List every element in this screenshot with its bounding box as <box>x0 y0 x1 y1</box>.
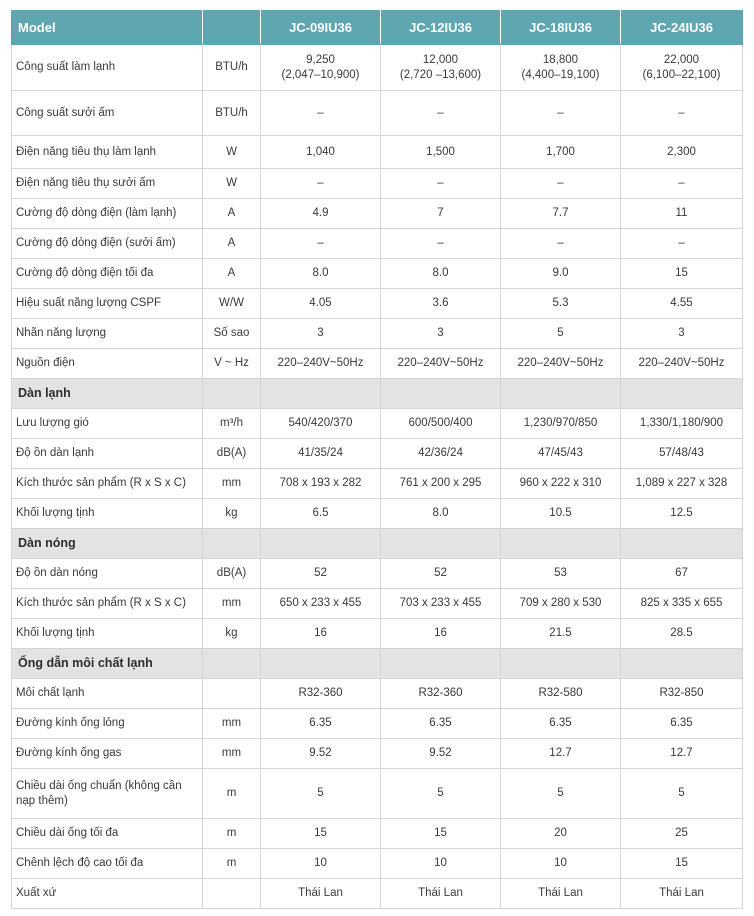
spec-value-line: (2,047–10,900) <box>281 68 360 81</box>
spec-value-line: 3.6 <box>432 297 449 309</box>
spec-value-line: 22,000 <box>663 53 700 66</box>
spec-value-line: – <box>557 177 564 189</box>
spec-value-line: 600/500/400 <box>408 417 473 429</box>
spec-value <box>621 136 743 169</box>
spec-value-line: 9.52 <box>309 747 332 759</box>
spec-value-line: 10 <box>434 857 447 869</box>
spec-value <box>501 91 621 136</box>
spec-value-line: 15 <box>675 267 688 279</box>
spec-value-line: 825 x 335 x 655 <box>640 597 723 609</box>
spec-label: Môi chất lạnh <box>12 679 203 709</box>
spec-row <box>12 169 743 199</box>
spec-value <box>501 199 621 229</box>
spec-value <box>501 259 621 289</box>
spec-value <box>501 469 621 499</box>
spec-value <box>261 439 381 469</box>
spec-row <box>12 819 743 849</box>
spec-value-line: R32-360 <box>298 687 343 699</box>
section-label: Ống dẫn môi chất lạnh <box>12 649 203 679</box>
spec-unit: kg <box>203 619 261 649</box>
spec-value <box>381 409 501 439</box>
spec-value-line: 708 x 193 x 282 <box>279 477 362 489</box>
spec-value <box>501 739 621 769</box>
spec-value-line: 220–240V~50Hz <box>638 357 725 369</box>
spec-label: Đường kính ống gas <box>12 739 203 769</box>
spec-value-line: (2,720 –13,600) <box>399 68 482 81</box>
spec-value-line: 220–240V~50Hz <box>397 357 484 369</box>
spec-unit: W <box>203 136 261 169</box>
spec-value-line: – <box>317 237 324 249</box>
spec-value-line: 5 <box>678 787 685 799</box>
spec-value <box>261 349 381 379</box>
spec-value-line: 12.7 <box>549 747 572 759</box>
spec-unit: W/W <box>203 289 261 319</box>
spec-value-line: 5 <box>437 787 444 799</box>
spec-row <box>12 259 743 289</box>
spec-row <box>12 229 743 259</box>
spec-row <box>12 469 743 499</box>
spec-row <box>12 409 743 439</box>
spec-value-line: – <box>317 106 324 119</box>
spec-row <box>12 619 743 649</box>
spec-unit: V ~ Hz <box>203 349 261 379</box>
spec-unit: dB(A) <box>203 559 261 589</box>
spec-value-line: (6,100–22,100) <box>642 68 721 81</box>
section-filler-cell <box>381 379 501 409</box>
spec-value <box>501 709 621 739</box>
spec-row <box>12 499 743 529</box>
spec-value <box>261 469 381 499</box>
spec-value-line: 52 <box>314 567 327 579</box>
spec-value <box>261 709 381 739</box>
spec-value-line: 1,040 <box>306 145 335 158</box>
spec-row <box>12 849 743 879</box>
spec-value <box>621 469 743 499</box>
spec-value-line: 3 <box>678 327 685 339</box>
spec-unit: mm <box>203 469 261 499</box>
spec-value <box>261 679 381 709</box>
spec-value <box>381 439 501 469</box>
spec-label: Chiều dài ống tối đa <box>12 819 203 849</box>
spec-unit: kg <box>203 499 261 529</box>
spec-value <box>501 229 621 259</box>
spec-value-line: 220–240V~50Hz <box>517 357 604 369</box>
spec-value <box>501 136 621 169</box>
spec-value-line: 5 <box>557 327 564 339</box>
spec-value <box>381 499 501 529</box>
section-row <box>12 379 743 409</box>
spec-value-line: 4.9 <box>312 207 329 219</box>
spec-value <box>261 229 381 259</box>
spec-value-line: 703 x 233 x 455 <box>399 597 482 609</box>
spec-value <box>381 849 501 879</box>
spec-value-line: 540/420/370 <box>288 417 353 429</box>
spec-value <box>381 319 501 349</box>
spec-value-line: 12.7 <box>670 747 693 759</box>
spec-value-line: 42/36/24 <box>418 447 463 459</box>
spec-value-line: 1,700 <box>546 145 575 158</box>
spec-value <box>621 679 743 709</box>
spec-unit: m³/h <box>203 409 261 439</box>
spec-value-line: 5.3 <box>552 297 569 309</box>
spec-value-line: 1,230/970/850 <box>523 417 598 429</box>
spec-unit: m <box>203 769 261 819</box>
spec-value <box>501 679 621 709</box>
spec-value-line: 52 <box>434 567 447 579</box>
header-model-3: JC-18IU36 <box>501 11 621 45</box>
header-model-2: JC-12IU36 <box>381 11 501 45</box>
spec-label: Xuất xứ <box>12 879 203 909</box>
spec-value <box>621 879 743 909</box>
spec-label: Kích thước sản phẩm (R x S x C) <box>12 469 203 499</box>
section-label: Dàn lạnh <box>12 379 203 409</box>
spec-value <box>621 199 743 229</box>
spec-value <box>381 769 501 819</box>
spec-value-line: 4.05 <box>309 297 332 309</box>
spec-label: Cường độ dòng điện (sưởi ấm) <box>12 229 203 259</box>
spec-value <box>381 289 501 319</box>
section-filler-cell <box>381 529 501 559</box>
spec-value <box>261 879 381 909</box>
spec-value <box>621 709 743 739</box>
spec-value <box>261 589 381 619</box>
spec-value <box>621 849 743 879</box>
spec-value <box>501 45 621 91</box>
spec-value-line: R32-850 <box>659 687 704 699</box>
spec-value <box>381 136 501 169</box>
spec-value <box>261 91 381 136</box>
spec-label: Công suất làm lạnh <box>12 45 203 91</box>
spec-value-line: 12,000 <box>422 53 459 66</box>
spec-value <box>621 349 743 379</box>
spec-value-line: Thái Lan <box>418 887 463 899</box>
spec-value-line: 709 x 280 x 530 <box>519 597 602 609</box>
section-row <box>12 649 743 679</box>
spec-value <box>621 45 743 91</box>
spec-value-line: 5 <box>317 787 324 799</box>
spec-label: Kích thước sản phẩm (R x S x C) <box>12 589 203 619</box>
spec-value <box>621 169 743 199</box>
spec-value <box>621 319 743 349</box>
spec-value <box>261 739 381 769</box>
spec-row <box>12 589 743 619</box>
spec-value <box>381 679 501 709</box>
spec-value-line: R32-580 <box>538 687 583 699</box>
spec-value <box>621 559 743 589</box>
spec-row <box>12 879 743 909</box>
section-filler-cell <box>203 649 261 679</box>
spec-value-line: Thái Lan <box>659 887 704 899</box>
spec-label: Cường độ dòng điện (làm lạnh) <box>12 199 203 229</box>
spec-unit: BTU/h <box>203 45 261 91</box>
spec-value-line: 41/35/24 <box>298 447 343 459</box>
spec-value-line: 7.7 <box>552 207 569 219</box>
spec-value-line: 5 <box>557 787 564 799</box>
spec-label: Khối lượng tịnh <box>12 619 203 649</box>
spec-label: Cường độ dòng điện tối đa <box>12 259 203 289</box>
spec-label: Độ ồn dàn lạnh <box>12 439 203 469</box>
spec-value-line: – <box>678 237 685 249</box>
spec-value <box>621 91 743 136</box>
spec-value-line: 8.0 <box>432 507 449 519</box>
spec-label: Điện năng tiêu thụ làm lạnh <box>12 136 203 169</box>
spec-label: Đường kính ống lỏng <box>12 709 203 739</box>
spec-value-line: 67 <box>675 567 688 579</box>
section-filler-cell <box>381 649 501 679</box>
section-row <box>12 529 743 559</box>
spec-value-line: 20 <box>554 827 567 839</box>
spec-value-line: 6.35 <box>549 717 572 729</box>
spec-value-line: 8.0 <box>432 267 449 279</box>
spec-value <box>381 349 501 379</box>
spec-value-line: 9.0 <box>552 267 569 279</box>
spec-value <box>501 769 621 819</box>
spec-value <box>261 619 381 649</box>
spec-row <box>12 136 743 169</box>
spec-unit: m <box>203 819 261 849</box>
spec-row <box>12 319 743 349</box>
spec-value-line: – <box>678 106 685 119</box>
spec-value <box>621 499 743 529</box>
spec-value-line: 47/45/43 <box>538 447 583 459</box>
spec-value <box>381 559 501 589</box>
spec-unit: m <box>203 849 261 879</box>
spec-value-line: 4.55 <box>670 297 693 309</box>
spec-unit: mm <box>203 709 261 739</box>
spec-value <box>621 589 743 619</box>
spec-row <box>12 709 743 739</box>
spec-value <box>381 199 501 229</box>
spec-value-line: 21.5 <box>549 627 572 639</box>
spec-value-line: – <box>437 177 444 189</box>
spec-value <box>501 439 621 469</box>
spec-value <box>261 259 381 289</box>
spec-value-line: 220–240V~50Hz <box>277 357 364 369</box>
section-filler-cell <box>261 529 381 559</box>
section-filler-cell <box>261 379 381 409</box>
spec-unit: A <box>203 259 261 289</box>
spec-value <box>381 589 501 619</box>
spec-value-line: 57/48/43 <box>659 447 704 459</box>
spec-value-line: 10 <box>554 857 567 869</box>
spec-value-line: – <box>678 177 685 189</box>
spec-unit: W <box>203 169 261 199</box>
spec-value-line: 18,800 <box>542 53 579 66</box>
spec-value <box>261 849 381 879</box>
spec-value-line: – <box>437 237 444 249</box>
spec-value <box>261 45 381 91</box>
spec-label: Chênh lệch độ cao tối đa <box>12 849 203 879</box>
spec-table <box>11 10 743 909</box>
header-model-1: JC-09IU36 <box>261 11 381 45</box>
spec-value <box>501 349 621 379</box>
spec-row <box>12 679 743 709</box>
section-filler-cell <box>203 529 261 559</box>
spec-label: Chiều dài ống chuẩn (không cần nạp thêm) <box>12 769 203 819</box>
spec-row <box>12 199 743 229</box>
spec-value-line: – <box>557 106 564 119</box>
spec-value <box>381 259 501 289</box>
spec-value <box>381 229 501 259</box>
section-label: Dàn nóng <box>12 529 203 559</box>
spec-value <box>501 169 621 199</box>
header-model-label: Model <box>12 11 203 45</box>
spec-value <box>501 879 621 909</box>
spec-unit: A <box>203 199 261 229</box>
spec-value-line: 6.35 <box>670 717 693 729</box>
spec-value-line: 10 <box>314 857 327 869</box>
spec-value <box>381 469 501 499</box>
spec-label: Công suất sưởi ấm <box>12 91 203 136</box>
header-model-4: JC-24IU36 <box>621 11 743 45</box>
spec-unit <box>203 879 261 909</box>
spec-value <box>381 619 501 649</box>
spec-unit: dB(A) <box>203 439 261 469</box>
spec-value <box>621 819 743 849</box>
spec-value-line: (4,400–19,100) <box>521 68 600 81</box>
spec-value <box>381 879 501 909</box>
spec-value-line: 3 <box>437 327 444 339</box>
spec-value <box>501 559 621 589</box>
spec-value-line: 25 <box>675 827 688 839</box>
spec-value-line: 1,330/1,180/900 <box>639 417 724 429</box>
spec-value <box>501 319 621 349</box>
spec-label: Lưu lượng gió <box>12 409 203 439</box>
spec-value <box>621 289 743 319</box>
spec-value <box>381 45 501 91</box>
spec-value <box>261 319 381 349</box>
spec-value-line: 1,500 <box>426 145 455 158</box>
spec-unit: mm <box>203 589 261 619</box>
header-row <box>12 11 743 45</box>
spec-value-line: 3 <box>317 327 324 339</box>
spec-value <box>261 169 381 199</box>
spec-value <box>261 769 381 819</box>
spec-value-line: 15 <box>434 827 447 839</box>
spec-label: Độ ồn dàn nóng <box>12 559 203 589</box>
spec-value-line: 10.5 <box>549 507 572 519</box>
section-filler-cell <box>261 649 381 679</box>
spec-value <box>501 619 621 649</box>
spec-value <box>261 199 381 229</box>
spec-value-line: 6.35 <box>309 717 332 729</box>
spec-label: Điện năng tiêu thụ sưởi ấm <box>12 169 203 199</box>
spec-value <box>381 819 501 849</box>
spec-value-line: Thái Lan <box>298 887 343 899</box>
spec-unit: Số sao <box>203 319 261 349</box>
spec-value <box>381 709 501 739</box>
spec-value <box>501 819 621 849</box>
spec-value-line: R32-360 <box>418 687 463 699</box>
spec-value <box>621 409 743 439</box>
spec-unit: mm <box>203 739 261 769</box>
spec-row <box>12 559 743 589</box>
spec-unit <box>203 679 261 709</box>
spec-value-line: 6.5 <box>312 507 329 519</box>
spec-row <box>12 91 743 136</box>
spec-value-line: 9.52 <box>429 747 452 759</box>
spec-value-line: 15 <box>314 827 327 839</box>
spec-value-line: 12.5 <box>670 507 693 519</box>
spec-value-line: 960 x 222 x 310 <box>519 477 602 489</box>
spec-value-line: 2,300 <box>667 145 696 158</box>
spec-value <box>501 499 621 529</box>
section-filler-cell <box>203 379 261 409</box>
spec-value <box>501 589 621 619</box>
spec-value <box>621 769 743 819</box>
section-filler-cell <box>501 529 621 559</box>
spec-row <box>12 769 743 819</box>
spec-value <box>621 619 743 649</box>
spec-value-line: 8.0 <box>312 267 329 279</box>
spec-unit: BTU/h <box>203 91 261 136</box>
spec-value-line: 11 <box>675 207 688 219</box>
section-filler-cell <box>501 649 621 679</box>
spec-value-line: Thái Lan <box>538 887 583 899</box>
spec-value <box>261 136 381 169</box>
spec-row <box>12 349 743 379</box>
spec-value-line: – <box>437 106 444 119</box>
spec-label: Hiệu suất năng lượng CSPF <box>12 289 203 319</box>
spec-value-line: 761 x 200 x 295 <box>399 477 482 489</box>
spec-value-line: 1,089 x 227 x 328 <box>635 477 728 489</box>
spec-unit: A <box>203 229 261 259</box>
spec-value <box>261 559 381 589</box>
spec-value-line: 7 <box>437 207 444 219</box>
section-filler-cell <box>621 379 743 409</box>
spec-value-line: 16 <box>434 627 447 639</box>
spec-value <box>381 739 501 769</box>
header-unit-label <box>203 11 261 45</box>
spec-value <box>261 499 381 529</box>
section-filler-cell <box>621 529 743 559</box>
spec-value-line: 16 <box>314 627 327 639</box>
spec-value <box>621 259 743 289</box>
spec-value <box>501 409 621 439</box>
spec-value <box>621 439 743 469</box>
spec-row <box>12 439 743 469</box>
spec-value-line: 53 <box>554 567 567 579</box>
spec-value-line: 28.5 <box>670 627 693 639</box>
section-filler-cell <box>621 649 743 679</box>
spec-row <box>12 739 743 769</box>
spec-value <box>621 229 743 259</box>
spec-value-line: 6.35 <box>429 717 452 729</box>
spec-row <box>12 289 743 319</box>
spec-value <box>621 739 743 769</box>
spec-value <box>381 91 501 136</box>
spec-value <box>261 289 381 319</box>
spec-value-line: – <box>557 237 564 249</box>
section-filler-cell <box>501 379 621 409</box>
spec-value-line: 15 <box>675 857 688 869</box>
spec-value-line: – <box>317 177 324 189</box>
spec-value-line: 650 x 233 x 455 <box>279 597 362 609</box>
spec-value-line: 9,250 <box>306 53 335 66</box>
spec-value <box>501 289 621 319</box>
spec-label: Khối lượng tịnh <box>12 499 203 529</box>
spec-row <box>12 45 743 91</box>
spec-label: Nguồn điện <box>12 349 203 379</box>
spec-value <box>381 169 501 199</box>
spec-label: Nhãn năng lượng <box>12 319 203 349</box>
spec-value <box>261 409 381 439</box>
spec-value <box>501 849 621 879</box>
spec-value <box>261 819 381 849</box>
spec-body <box>12 45 743 909</box>
